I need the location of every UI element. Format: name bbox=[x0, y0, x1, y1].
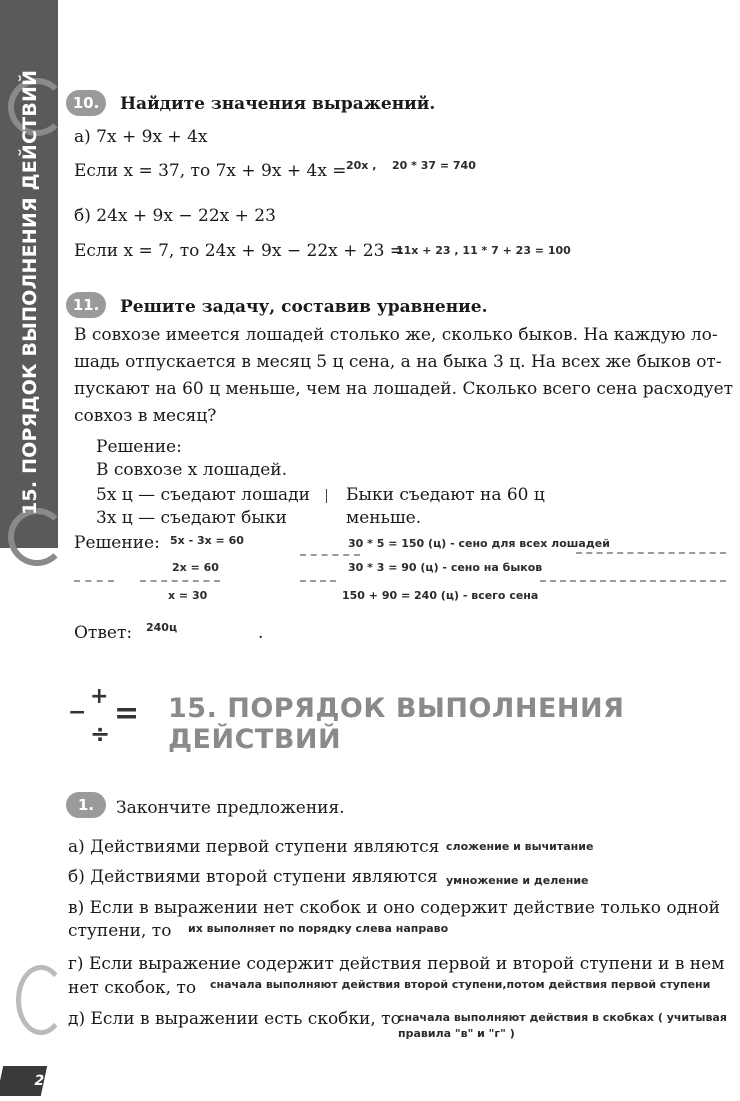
answer-dash-line bbox=[576, 552, 726, 554]
hint-right-line: меньше. bbox=[346, 508, 422, 528]
equals-icon: = bbox=[114, 696, 140, 731]
task-number-badge: 1. bbox=[66, 792, 106, 818]
answer-d: сначала выполняют действия в скобках ( учитывая bbox=[398, 1011, 727, 1024]
sentence-v-cont: ступени, то bbox=[68, 921, 172, 941]
task-instruction: Найдите значения выражений. bbox=[120, 94, 436, 114]
calculation-line: 150 + 90 = 240 (ц) - всего сена bbox=[342, 589, 539, 602]
answer-value: 240ц bbox=[146, 621, 178, 634]
answer-dash-line bbox=[300, 554, 360, 556]
answer-a-part1: 20x , bbox=[346, 159, 377, 172]
answer-g: сначала выполняют действия второй ступени,потом действия первой ступени bbox=[210, 978, 711, 991]
expression-a-condition: Если x = 37, то 7x + 9x + 4x = bbox=[74, 161, 347, 181]
answer-dash-line bbox=[540, 580, 726, 582]
hint-line: 5x ц — съедают лошади bbox=[96, 485, 310, 505]
minus-icon: − bbox=[68, 700, 87, 725]
sentence-d: д) Если в выражении есть скобки, то bbox=[68, 1009, 401, 1029]
section-title-line: ДЕЙСТВИЙ bbox=[168, 724, 342, 755]
hint-header: Решение: bbox=[96, 437, 182, 457]
sentence-g-cont: нет скобок, то bbox=[68, 978, 197, 998]
answer-dash-line bbox=[74, 580, 114, 582]
decorative-circle-icon bbox=[16, 965, 66, 1035]
expression-b-condition: Если x = 7, то 24x + 9x − 22x + 23 = bbox=[74, 241, 405, 261]
answer-b: 11x + 23 , 11 * 7 + 23 = 100 bbox=[396, 244, 571, 257]
expression-a: а) 7x + 9x + 4x bbox=[74, 127, 208, 147]
side-band bbox=[0, 0, 58, 548]
section-title bbox=[168, 693, 624, 755]
task-instruction: Решите задачу, составив уравнение. bbox=[120, 297, 488, 317]
answer-dash-line bbox=[140, 580, 220, 582]
problem-line: шадь отпускается в месяц 5 ц сена, а на быка 3 ц. На всех же быков от- bbox=[74, 352, 722, 372]
operations-icon bbox=[66, 684, 146, 754]
hint-line: В совхозе x лошадей. bbox=[96, 460, 288, 480]
answer-a: сложение и вычитание bbox=[446, 840, 594, 853]
decorative-circle-icon bbox=[8, 508, 66, 566]
hint-line: 3x ц — съедают быки bbox=[96, 508, 287, 528]
task-number-badge: 11. bbox=[66, 292, 106, 318]
hint-divider bbox=[326, 489, 327, 503]
answer-b: умножение и деление bbox=[446, 874, 589, 887]
section-title-line: 15. ПОРЯДОК ВЫПОЛНЕНИЯ bbox=[168, 693, 625, 724]
calculation-line: 30 * 5 = 150 (ц) - сено для всех лошадей bbox=[348, 537, 610, 550]
side-chapter-title: 15. ПОРЯДОК ВЫПОЛНЕНИЯ ДЕЙСТВИЙ bbox=[19, 69, 41, 515]
sentence-b: б) Действиями второй ступени являются bbox=[68, 867, 438, 887]
answer-dot: . bbox=[258, 623, 264, 643]
equation-line: 2x = 60 bbox=[172, 561, 219, 574]
equation-line: 5x - 3x = 60 bbox=[170, 534, 244, 547]
answer-dash-line bbox=[300, 580, 336, 582]
task-instruction: Закончите предложения. bbox=[116, 798, 345, 818]
answer-a-part2: 20 * 37 = 740 bbox=[392, 159, 476, 172]
sentence-a: а) Действиями первой ступени являются bbox=[68, 837, 440, 857]
task-number-badge: 10. bbox=[66, 90, 106, 116]
problem-line: пускают на 60 ц меньше, чем на лошадей. Сколько всего сена расходует bbox=[74, 379, 734, 399]
sentence-g: г) Если выражение содержит действия первой и второй ступени и в нем bbox=[68, 954, 725, 974]
sentence-v: в) Если в выражении нет скобок и оно содержит действие только одной bbox=[68, 898, 720, 918]
divide-icon: ÷ bbox=[90, 720, 111, 748]
problem-line: совхоз в месяц? bbox=[74, 406, 217, 426]
hint-right-line: Быки съедают на 60 ц bbox=[346, 485, 545, 505]
answer-v: их выполняет по порядку слева направо bbox=[188, 922, 449, 935]
solution-label: Решение: bbox=[74, 533, 160, 553]
answer-label: Ответ: bbox=[74, 623, 133, 643]
calculation-line: 30 * 3 = 90 (ц) - сено на быков bbox=[348, 561, 543, 574]
plus-icon: + bbox=[90, 684, 109, 709]
page-number: 2 bbox=[0, 1066, 47, 1096]
problem-line: В совхозе имеется лошадей столько же, сколько быков. На каждую ло- bbox=[74, 325, 718, 345]
expression-b: б) 24x + 9x − 22x + 23 bbox=[74, 206, 276, 226]
equation-line: x = 30 bbox=[168, 589, 208, 602]
answer-d-cont: правила "в" и "г" ) bbox=[398, 1027, 515, 1040]
